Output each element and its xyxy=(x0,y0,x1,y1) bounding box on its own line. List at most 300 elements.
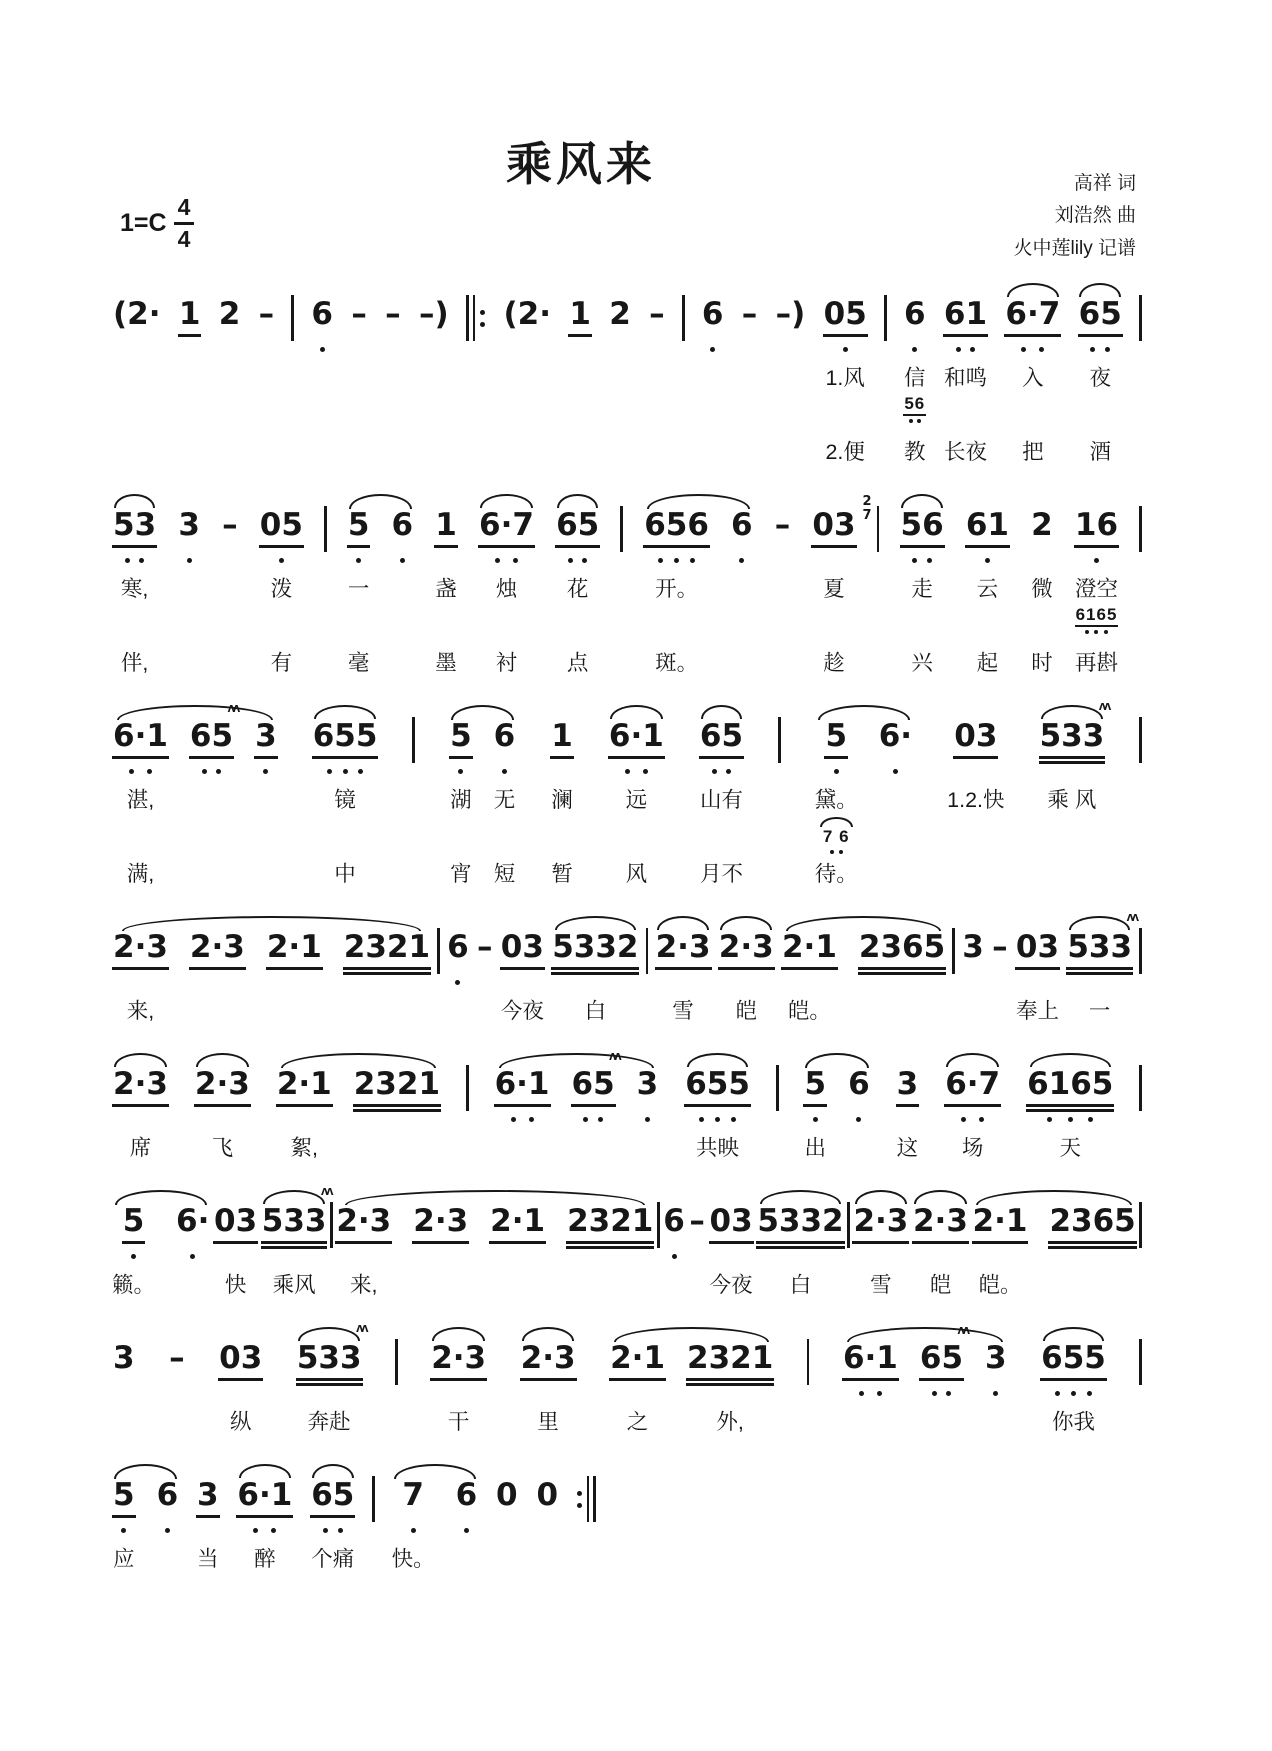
lyric-syllable xyxy=(779,568,785,606)
lyric-syllable: 皑 xyxy=(735,999,757,1023)
note-text: 3 xyxy=(196,1479,220,1518)
barline xyxy=(437,928,440,974)
lyric-syllable: 醉 xyxy=(254,1547,276,1571)
note xyxy=(335,1205,392,1249)
note-cell xyxy=(535,1461,559,1576)
lyric-syllable: 夏 xyxy=(823,577,845,601)
octave-dots xyxy=(690,1254,705,1264)
note-cell xyxy=(709,1187,754,1302)
note-cell xyxy=(903,280,927,469)
alt-row xyxy=(903,395,926,431)
octave-dots xyxy=(116,980,165,990)
lyric-syllable xyxy=(617,357,623,395)
lyric-syllable xyxy=(431,357,437,395)
octave-dots xyxy=(818,769,855,779)
lyric-syllable: 澄空 xyxy=(1074,577,1118,601)
note-text: 6 xyxy=(311,296,333,332)
octave-dots xyxy=(395,1528,432,1538)
note xyxy=(112,1068,169,1112)
note-text: 03 xyxy=(1015,931,1060,970)
lyric-syllable: 外, xyxy=(716,1410,744,1434)
octave-dot xyxy=(927,558,932,563)
octave-dots xyxy=(339,1254,388,1264)
octave-dot xyxy=(147,769,152,774)
lyric-syllable xyxy=(710,431,716,469)
note xyxy=(221,509,239,553)
note xyxy=(842,1342,899,1386)
slur-arc xyxy=(196,1053,248,1067)
note xyxy=(259,509,304,553)
mordent-ornament: ʌʌ xyxy=(321,1183,332,1198)
barline xyxy=(646,928,649,974)
lyric-syllable: 个痛 xyxy=(311,1547,355,1571)
note xyxy=(350,298,368,342)
note-cell xyxy=(500,913,545,1028)
octave-dots xyxy=(198,1117,247,1127)
note xyxy=(112,298,162,342)
octave-dots xyxy=(192,769,231,779)
lyric-syllable xyxy=(515,1264,521,1302)
octave-dots xyxy=(1043,769,1100,779)
lyric-syllable xyxy=(856,1127,862,1165)
lyric-syllable xyxy=(455,990,461,1028)
note-cell xyxy=(156,1461,180,1576)
lyric-syllable xyxy=(644,1127,650,1165)
note-cell xyxy=(991,913,1009,1028)
lyric-syllable xyxy=(524,431,530,469)
note-cell xyxy=(1030,491,1054,680)
octave-dot xyxy=(645,1117,650,1122)
note xyxy=(972,1205,1029,1249)
octave-dots xyxy=(436,558,456,568)
note-cell xyxy=(446,913,470,1028)
note xyxy=(775,298,807,342)
note-cell xyxy=(310,280,334,469)
note xyxy=(500,931,545,975)
note-text: 6 xyxy=(391,507,414,543)
slur-group xyxy=(276,1050,441,1165)
note-text: 2·1 xyxy=(609,1342,666,1381)
score-line-5 xyxy=(112,1050,1142,1165)
barline xyxy=(372,1476,375,1522)
note-text: 6·7 xyxy=(1004,298,1061,337)
lyric-syllable xyxy=(356,431,362,469)
lyric-syllable: 籁。 xyxy=(112,1273,156,1297)
barline xyxy=(1139,295,1142,341)
slur-arc xyxy=(312,1464,354,1478)
octave-dots xyxy=(349,980,425,990)
octave-dot xyxy=(455,980,460,985)
lyric-syllable: 1.风 xyxy=(825,366,865,390)
note xyxy=(709,1205,754,1249)
note-cell xyxy=(701,280,725,469)
barline xyxy=(847,1202,850,1248)
octave-dot xyxy=(979,1117,984,1122)
note-text: 6·7 xyxy=(478,509,535,548)
note-text: – xyxy=(741,296,758,332)
barline xyxy=(1139,506,1142,552)
lyric-syllable xyxy=(973,853,979,891)
octave-dots xyxy=(703,347,723,357)
octave-dot xyxy=(263,769,268,774)
note-text: – xyxy=(169,1340,185,1376)
lyric-syllable xyxy=(390,357,396,395)
octave-dots xyxy=(557,980,633,990)
note-text: 5 xyxy=(347,509,371,548)
lyric-syllable: 宵 xyxy=(450,862,472,886)
slur-arc xyxy=(901,494,943,508)
lyric-syllable: 今夜 xyxy=(500,999,544,1023)
note-cell xyxy=(896,1050,920,1165)
note-text: 2365 xyxy=(1048,1205,1136,1244)
note xyxy=(741,298,759,342)
note xyxy=(1074,509,1119,553)
lyric-syllable xyxy=(463,1538,469,1576)
note-text: 16 xyxy=(1074,509,1119,548)
slur-group xyxy=(112,1187,210,1302)
lyric-syllable xyxy=(384,990,390,1028)
note-text: – xyxy=(351,296,367,332)
note-text: 6 xyxy=(447,929,469,965)
lyric-syllable: 山有 xyxy=(699,788,743,812)
note xyxy=(390,509,414,553)
octave-dots xyxy=(494,769,514,779)
octave-dots xyxy=(785,980,834,990)
note xyxy=(803,1068,827,1112)
slur-arc xyxy=(720,916,772,930)
octave-dot xyxy=(190,1254,195,1259)
lyric-syllable xyxy=(291,990,297,1028)
note-cell xyxy=(662,1187,686,1302)
octave-dots xyxy=(1077,558,1116,568)
octave-dot xyxy=(643,769,648,774)
lyric-syllable: 信 xyxy=(904,366,926,390)
lyric-syllable: 皑 xyxy=(929,1273,952,1297)
note xyxy=(824,720,848,764)
lyric-syllable xyxy=(590,1127,596,1165)
lyric-syllable xyxy=(394,1127,400,1165)
lyric-syllable xyxy=(524,357,530,395)
octave-dot xyxy=(843,347,848,352)
note xyxy=(550,720,574,764)
alt-note-text: 7 6 xyxy=(822,827,850,846)
lyric-syllable xyxy=(134,357,140,395)
lyric-syllable xyxy=(694,1264,700,1302)
note-cell xyxy=(276,1050,333,1165)
octave-dots xyxy=(664,1254,684,1264)
note-cell xyxy=(347,491,371,680)
note-cell xyxy=(495,1461,519,1576)
note-text: 2·3 xyxy=(189,931,246,970)
octave-dots xyxy=(116,769,165,779)
note xyxy=(608,298,632,342)
note xyxy=(489,1205,546,1249)
note-text: 2321 xyxy=(353,1068,441,1107)
note xyxy=(1015,931,1060,975)
note-text: 2 xyxy=(1031,507,1053,543)
lyric-syllable xyxy=(747,431,753,469)
note xyxy=(1040,1342,1107,1386)
note-cell xyxy=(947,702,1004,891)
note-text: 6 xyxy=(663,1203,685,1239)
octave-dot xyxy=(131,1254,136,1259)
note xyxy=(112,931,169,975)
lyric-syllable: 有 xyxy=(270,651,293,675)
note-cell xyxy=(196,1461,220,1576)
octave-dot xyxy=(568,558,573,563)
note-cell xyxy=(811,491,872,680)
octave-dots xyxy=(722,980,771,990)
octave-dots xyxy=(612,769,661,779)
lyric-syllable xyxy=(227,357,233,395)
lyric-syllable xyxy=(186,642,192,680)
note-cell xyxy=(608,702,665,891)
score-line-8 xyxy=(112,1461,596,1576)
note-cell xyxy=(688,1187,706,1302)
octave-dots xyxy=(963,980,983,990)
lyric-syllable: 花 xyxy=(566,577,589,601)
note-text: 2321 xyxy=(686,1342,774,1381)
lyric-syllable: 之 xyxy=(626,1410,649,1434)
lyric-syllable xyxy=(607,1264,613,1302)
octave-dot xyxy=(513,558,518,563)
note xyxy=(493,720,517,764)
note-cell xyxy=(353,1050,441,1165)
slur-arc xyxy=(555,916,636,930)
repeat-dot xyxy=(577,1491,582,1496)
octave-dots xyxy=(1045,1391,1102,1401)
note-cell xyxy=(1004,280,1061,469)
octave-dots xyxy=(456,1528,476,1538)
octave-dot xyxy=(699,1117,704,1122)
lyric-syllable: 乘风 xyxy=(272,1273,316,1297)
lyric-syllable: 满, xyxy=(126,862,155,886)
note-cell xyxy=(571,1048,620,1165)
note xyxy=(1039,720,1106,764)
lyric-syllable: 风 xyxy=(625,862,648,886)
note-cell xyxy=(434,491,458,680)
lyric-syllable xyxy=(134,431,140,469)
slur-arc xyxy=(480,494,532,508)
slur-arc xyxy=(432,1327,484,1341)
octave-dots xyxy=(574,1117,613,1127)
octave-dot xyxy=(464,1528,469,1533)
note-cell xyxy=(493,702,517,891)
note xyxy=(953,720,998,764)
note xyxy=(343,931,431,975)
octave-dot xyxy=(674,558,679,563)
lyric-syllable: 絮, xyxy=(290,1136,319,1160)
octave-dot xyxy=(893,769,898,774)
lyric-syllable xyxy=(227,642,233,680)
lyric-syllable xyxy=(899,990,905,1028)
lyric-syllable xyxy=(356,357,362,395)
octave-dots xyxy=(434,1391,483,1401)
octave-dot xyxy=(1094,558,1099,563)
key-signature xyxy=(120,196,194,251)
octave-dot xyxy=(327,769,332,774)
note xyxy=(495,1479,519,1523)
note-cell xyxy=(494,1050,551,1165)
note-text: 3 xyxy=(254,720,278,759)
note xyxy=(254,720,278,764)
octave-dots xyxy=(648,558,705,568)
note-cell xyxy=(1040,1324,1107,1439)
octave-dots xyxy=(157,1528,177,1538)
lyric-syllable xyxy=(187,357,193,395)
lyric-syllable: 云 xyxy=(976,577,999,601)
note-text: 2·3 xyxy=(520,1342,577,1381)
lyric-syllable: 来, xyxy=(350,1273,378,1297)
octave-dots xyxy=(903,558,942,568)
note-cell xyxy=(1026,1050,1114,1165)
note-text: 65 xyxy=(1078,298,1123,337)
octave-dots xyxy=(316,769,373,779)
octave-dot xyxy=(993,1391,998,1396)
octave-dot xyxy=(583,1117,588,1122)
lyric-syllable: 乘 风 xyxy=(1047,788,1097,812)
note-cell xyxy=(900,491,945,680)
alt-row xyxy=(822,817,851,853)
octave-dots xyxy=(951,769,1000,779)
lyric-syllable: 起 xyxy=(976,651,999,675)
song-title: 乘风来 xyxy=(506,138,656,190)
note-text: 1 xyxy=(550,720,574,759)
note-text: 03 xyxy=(500,931,545,970)
slur-group xyxy=(335,1187,654,1302)
note xyxy=(189,720,234,764)
lyric-syllable: 短 xyxy=(493,862,516,886)
octave-dots xyxy=(280,1117,329,1127)
octave-dot xyxy=(1090,347,1095,352)
mordent-ornament: ʌʌ xyxy=(227,700,239,715)
lyric-syllable: 微 xyxy=(1031,577,1053,601)
lyric-syllable: 点 xyxy=(566,651,589,675)
note-cell xyxy=(259,491,304,680)
note-cell xyxy=(430,1324,487,1439)
note xyxy=(730,509,754,553)
note xyxy=(1030,509,1054,553)
lyric-syllable: 长夜 xyxy=(943,440,987,464)
octave-dot xyxy=(358,769,363,774)
note-cell xyxy=(390,491,414,680)
octave-dots xyxy=(222,558,237,568)
note xyxy=(430,1342,487,1386)
note-cell xyxy=(412,1187,469,1302)
lyric-syllable xyxy=(867,1401,873,1439)
lyric-syllable xyxy=(482,990,488,1028)
octave-dots xyxy=(689,1117,746,1127)
note-cell xyxy=(912,1187,969,1302)
lyric-syllable xyxy=(787,357,793,395)
note-text: 65 xyxy=(310,1479,355,1518)
lyric-syllable: 入 xyxy=(1022,366,1044,390)
note-text: 2 xyxy=(609,296,631,332)
lyric-syllable: 衬 xyxy=(495,651,518,675)
alt-notes xyxy=(1075,606,1119,634)
octave-dot xyxy=(343,769,348,774)
note-text: 03 xyxy=(213,1205,258,1244)
octave-dots xyxy=(897,1117,917,1127)
lyric-syllable xyxy=(399,568,405,606)
lyric-syllable xyxy=(710,357,716,395)
slur-arc xyxy=(239,1464,291,1478)
octave-dot xyxy=(877,1391,882,1396)
slur-arc xyxy=(1043,1327,1104,1341)
barline xyxy=(466,1065,469,1111)
note-text: 6165 xyxy=(1026,1068,1114,1107)
note xyxy=(555,509,600,553)
note-cell xyxy=(756,1187,844,1302)
note-cell xyxy=(878,702,913,891)
score-line-3 xyxy=(112,698,1142,891)
octave-dots xyxy=(169,1391,184,1401)
barline xyxy=(807,1339,810,1385)
octave-dots xyxy=(497,1528,517,1538)
note-cell xyxy=(343,913,431,1028)
barline xyxy=(1139,1065,1142,1111)
lyric-syllable: 暂 xyxy=(551,862,573,886)
octave-dot xyxy=(912,347,917,352)
note-text: 2·1 xyxy=(972,1205,1029,1244)
lyric-syllable xyxy=(739,642,745,680)
slur-arc xyxy=(557,494,599,508)
note-text: 6·7 xyxy=(944,1068,1001,1107)
note xyxy=(449,720,473,764)
slur-arc xyxy=(114,494,156,508)
note-cell xyxy=(648,280,666,469)
octave-dots xyxy=(524,1391,573,1401)
slur-group xyxy=(643,491,753,680)
octave-dots xyxy=(1008,347,1057,357)
note-cell xyxy=(218,1324,263,1439)
lyric-syllable: 夜 xyxy=(1089,366,1111,390)
octave-dot xyxy=(917,419,921,423)
repeat-bar xyxy=(587,1476,590,1522)
note xyxy=(781,931,838,975)
note-cell xyxy=(944,1050,1001,1165)
note-text: 2·3 xyxy=(112,1068,169,1107)
note-text: 2 xyxy=(218,296,241,332)
octave-dot xyxy=(125,558,130,563)
note xyxy=(648,298,666,342)
octave-dot xyxy=(731,1117,736,1122)
barline xyxy=(776,1065,779,1111)
note-text: 03 xyxy=(218,1342,263,1381)
octave-dots xyxy=(659,980,708,990)
lyric-syllable xyxy=(186,568,192,606)
slur-arc xyxy=(114,1053,166,1067)
octave-dot xyxy=(1105,347,1110,352)
note-text: 6 xyxy=(904,296,926,332)
octave-dots xyxy=(114,1391,134,1401)
barline xyxy=(395,1339,398,1385)
octave-dot xyxy=(834,769,839,774)
lyric-syllable xyxy=(438,1264,444,1302)
note-text: 0 xyxy=(536,1477,559,1513)
octave-dot xyxy=(625,769,630,774)
alt-note-text: 56 xyxy=(903,395,926,416)
note xyxy=(655,931,712,975)
note xyxy=(478,509,535,553)
note-text: – xyxy=(385,296,401,332)
octave-dots xyxy=(922,1391,961,1401)
note-cell xyxy=(178,280,202,469)
note-text: 2·3 xyxy=(430,1342,487,1381)
lyric-syllable: 无 xyxy=(493,788,516,812)
octave-dots xyxy=(179,558,199,568)
note-cell xyxy=(1015,913,1060,1028)
